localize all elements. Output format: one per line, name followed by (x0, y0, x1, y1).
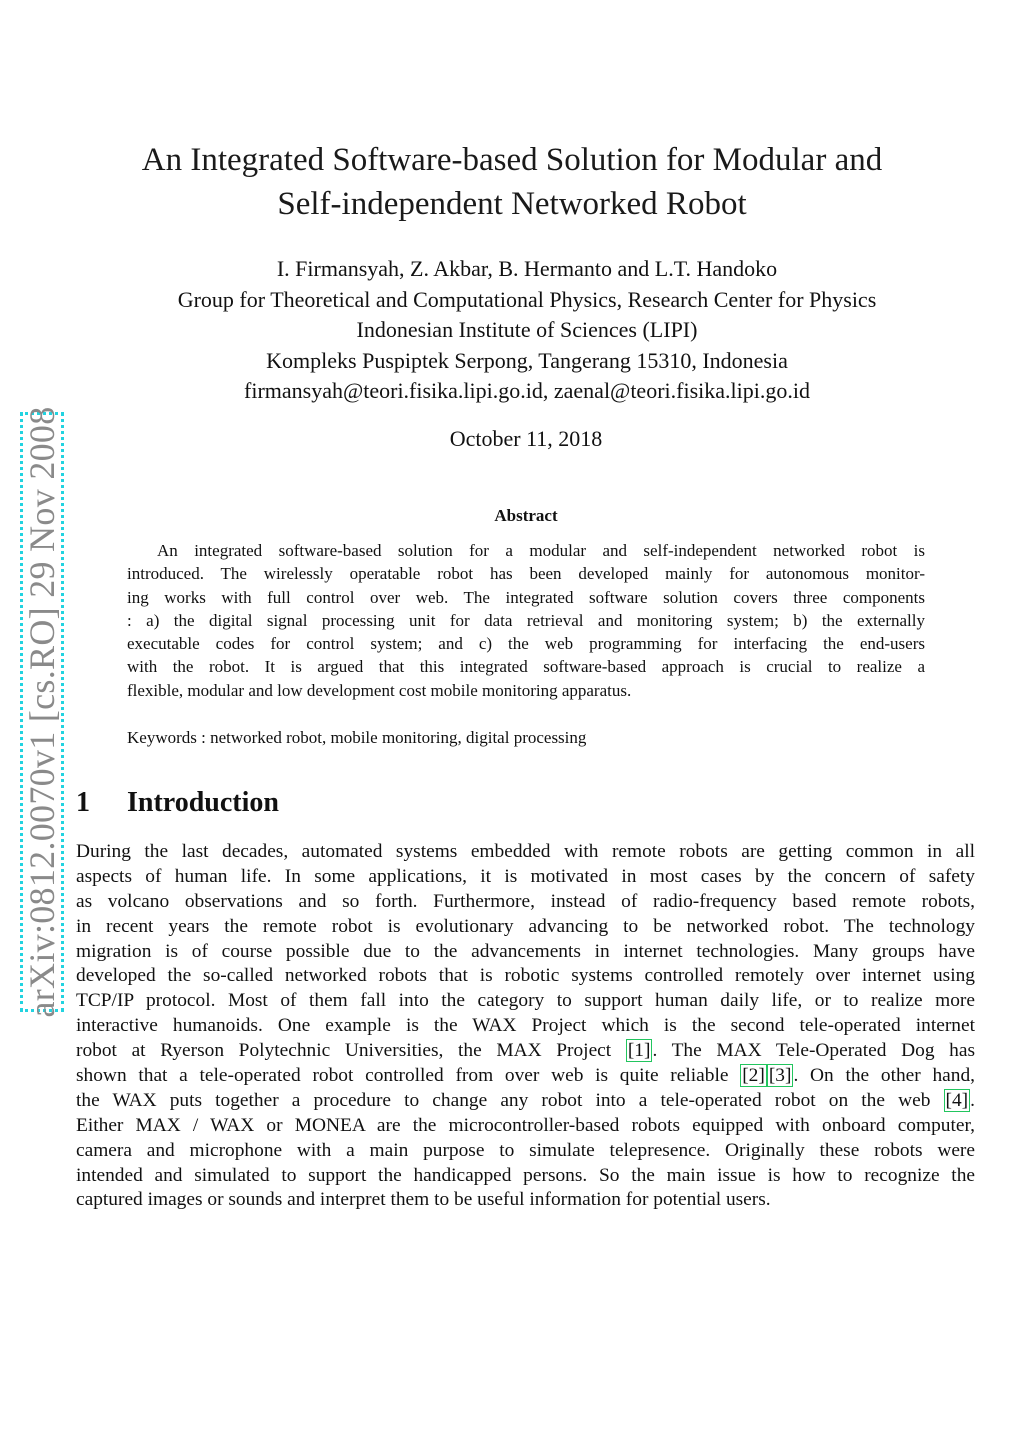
citation-link-4[interactable]: [4] (945, 1089, 969, 1111)
section-number: 1 (76, 787, 90, 818)
abstract-heading: Abstract (494, 506, 558, 525)
abstract-line: executable codes for control system; and c) the web programming for interfacing the end-users (127, 634, 925, 654)
intro-text: robot at Ryerson Polytechnic Universities, the MAX Project (76, 1040, 626, 1062)
intro-line (76, 1039, 975, 1064)
arxiv-identifier[interactable]: arXiv:0812.0070v1 [cs.RO] 29 Nov 2008 (22, 406, 62, 1018)
abstract-line: An integrated software-based solution for a modular and self-independent networked robot is (157, 541, 925, 560)
intro-line: camera and microphone with a main purpose to simulate telepresence. Originally these robots were (76, 1139, 975, 1161)
citation-link-3[interactable]: [3] (768, 1065, 792, 1087)
author-block (60, 254, 994, 407)
intro-line (76, 1089, 975, 1114)
intro-text: shown that a tele-operated robot controlled from over web is quite reliable (76, 1065, 741, 1087)
abstract-line: introduced. The wirelessly operatable robot has been developed mainly for autonomous monitor- (127, 564, 925, 584)
intro-line: aspects of human life. In some applications, it is motivated in most cases by the concern of safety (76, 865, 975, 887)
title-line-2: Self-independent Networked Robot (277, 186, 747, 222)
author-names: I. Firmansyah, Z. Akbar, B. Hermanto and L.T. Handoko (276, 256, 778, 281)
author-emails: firmansyah@teori.fisika.lipi.go.id, zaenal@teori.fisika.lipi.go.id (244, 378, 810, 403)
intro-text: . The MAX Tele-Operated Dog has (652, 1040, 975, 1062)
abstract-line: with the robot. It is argued that this integrated software-based approach is crucial to realize a (127, 657, 925, 677)
abstract-body (127, 539, 925, 702)
intro-line: migration is of course possible due to the advancements in internet technologies. Many groups have (76, 940, 975, 962)
intro-line: intended and simulated to support the handicapped persons. So the main issue is how to recognize the (76, 1164, 975, 1186)
intro-line: as volcano observations and so forth. Furthermore, instead of radio-frequency based remote robots, (76, 890, 975, 912)
section-title: Introduction (127, 787, 279, 818)
paper-date: October 11, 2018 (449, 426, 603, 451)
intro-text: . (970, 1089, 975, 1111)
introduction-body (76, 840, 975, 1213)
affiliation-line-1: Group for Theoretical and Computational Physics, Research Center for Physics (177, 286, 877, 312)
intro-line: During the last decades, automated systems embedded with remote robots are getting common in all (76, 841, 975, 862)
intro-line: Either MAX / WAX or MONEA are the microcontroller-based robots equipped with onboard computer, (76, 1114, 975, 1136)
affiliation-line-3: Kompleks Puspiptek Serpong, Tangerang 15310, Indonesia (266, 347, 788, 373)
title-line-1: An Integrated Software-based Solution for Modular and (141, 142, 883, 178)
intro-line: in recent years the remote robot is evolutionary advancing to be networked robot. The technology (76, 915, 975, 937)
affiliation-line-2: Indonesian Institute of Sciences (LIPI) (356, 317, 698, 342)
intro-text: . On the other hand, (793, 1065, 975, 1087)
abstract-line: : a) the digital signal processing unit for data retrieval and monitoring system; b) the externally (127, 610, 925, 630)
section-heading (76, 786, 279, 820)
abstract-line: flexible, modular and low development cost mobile monitoring apparatus. (127, 680, 632, 700)
intro-line: developed the so-called networked robots that is robotic systems controlled remotely over internet using (76, 965, 975, 987)
intro-line: captured images or sounds and interpret them to be useful information for potential users. (76, 1189, 771, 1211)
citation-link-2[interactable]: [2] (742, 1065, 765, 1087)
intro-line (76, 1064, 975, 1089)
citation-link-1[interactable]: [1] (627, 1040, 651, 1062)
intro-line: interactive humanoids. One example is the WAX Project which is the second tele-operated internet (76, 1015, 975, 1037)
paper-title (0, 138, 1024, 226)
intro-text: the WAX puts together a procedure to change any robot into a tele-operated robot on the web (76, 1089, 944, 1111)
intro-line: TCP/IP protocol. Most of them fall into the category to support human daily life, or to realize more (76, 990, 975, 1012)
keywords: Keywords : networked robot, mobile monitoring, digital processing (127, 728, 587, 747)
abstract-line: ing works with full control over web. The integrated software solution covers three components (127, 587, 925, 607)
